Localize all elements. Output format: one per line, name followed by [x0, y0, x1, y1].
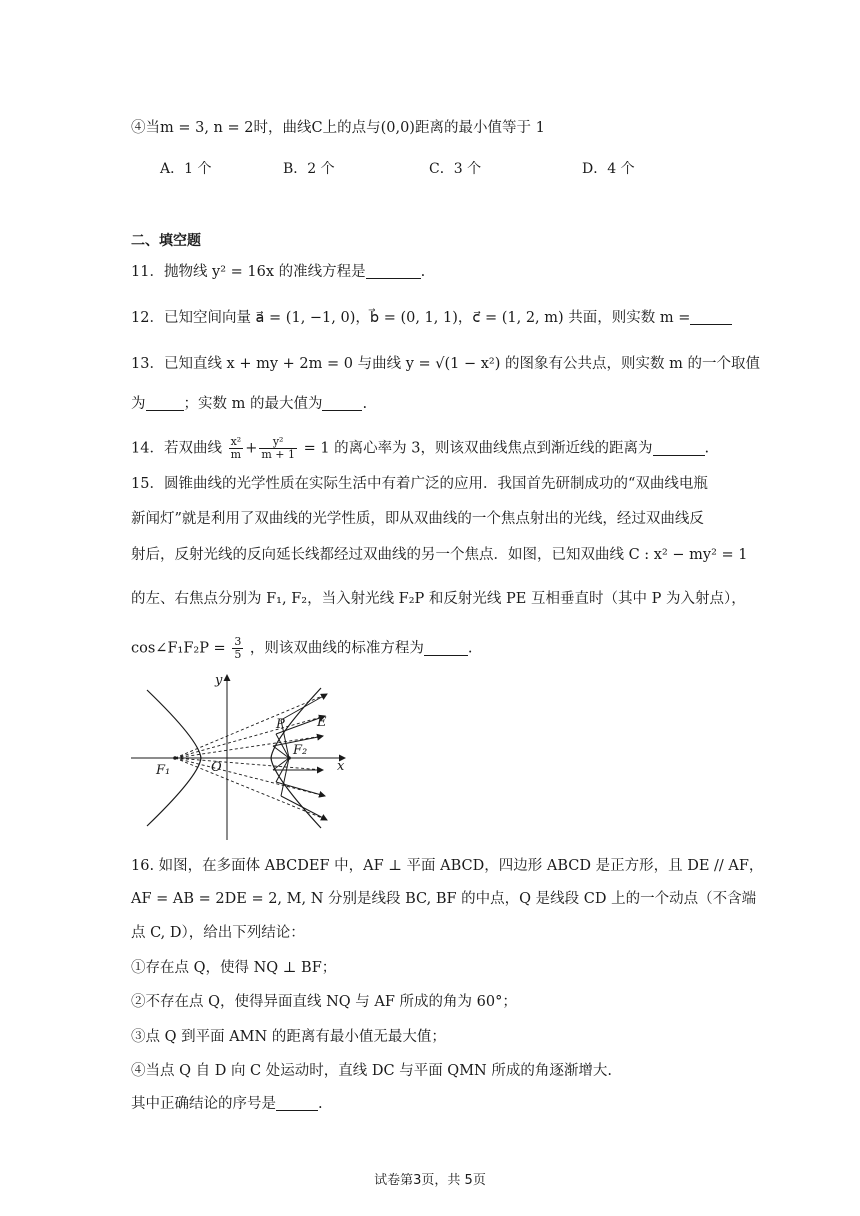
q15-end: . [467, 640, 473, 657]
hyperbola-figure [131, 670, 356, 842]
question-12 [131, 308, 740, 328]
question-13-line1: 13．已知直线 x + my + 2m = 0 与曲线 y = √(1 − x²) 的图象有公共点，则实数 m 的一个取值 [131, 356, 760, 372]
label-f1: F₁ [156, 763, 171, 778]
label-x: x [337, 759, 345, 774]
choice-c: C．3 个 [429, 161, 482, 177]
focus-f1 [173, 756, 177, 760]
q13-part-c: . [362, 396, 368, 412]
answer-blank [366, 264, 421, 279]
q15-cos: cos∠F₁F₂P = [131, 640, 226, 657]
question-16-line2: AF = AB = 2DE = 2, M, N 分别是线段 BC, BF 的中点，Q 是线段 CD 上的一个动点（不含端 [131, 891, 757, 907]
answer-blank [690, 310, 732, 325]
question-14 [131, 436, 740, 461]
q14-end: . [704, 440, 710, 457]
question-15-line2: 新闻灯”就是利用了双曲线的光学性质，即从双曲线的一个焦点射出的光线，经过双曲线反 [131, 511, 704, 527]
focus-f2 [287, 756, 291, 760]
label-y: y [215, 673, 223, 688]
question-16-line3: 点 C, D），给出下列结论： [131, 925, 305, 941]
fraction-y2-m1: $\frac{\text{y²}}{m + 1}$ [261, 435, 295, 461]
q16-answer-line [131, 1094, 740, 1114]
choice-d: D．4 个 [582, 161, 635, 177]
q16-statement-2: ②不存在点 Q，使得异面直线 NQ 与 AF 所成的角为 60°； [131, 994, 517, 1010]
answer-blank [653, 441, 705, 456]
question-15-line4: 的左、右焦点分别为 F₁, F₂，当入射光线 F₂P 和反射光线 PE 互相垂直时（其中 P 为入射点）， [131, 591, 746, 607]
question-16-line1: 16. 如图，在多面体 ABCDEF 中，AF ⊥ 平面 ABCD，四边形 ABCD 是正方形，且 DE // AF， [131, 858, 764, 874]
fraction-3-5: $\frac{3}{5}$ [234, 635, 242, 661]
q14-part-a: 14．若双曲线 [131, 440, 222, 457]
q13-part-a: 为 [131, 396, 146, 412]
q13-part-b: ；实数 m 的最大值为 [183, 396, 323, 412]
q16-statement-4: ④当点 Q 自 D 向 C 处运动时，直线 DC 与平面 QMN 所成的角逐渐增大. [131, 1063, 612, 1079]
label-p: P [276, 717, 285, 732]
q16-statement-1: ①存在点 Q，使得 NQ ⊥ BF； [131, 960, 337, 976]
question-11 [131, 262, 740, 282]
answer-blank [276, 1096, 318, 1111]
page-footer: 试卷第3页，共 5页 [374, 1173, 486, 1188]
answer-blank [146, 396, 184, 411]
q14-part-b: = 1 的离心率为 3，则该双曲线焦点到渐近线的距离为 [303, 440, 653, 457]
answer-blank [322, 396, 362, 411]
q16-prompt: 其中正确结论的序号是 [131, 1096, 276, 1112]
choice-b: B．2 个 [283, 161, 335, 177]
plus-sign: + [245, 440, 258, 457]
question-15-line5 [131, 636, 740, 661]
label-origin: O [211, 760, 222, 775]
choice-a: A．1 个 [160, 161, 212, 177]
question-15-line3: 射后，反射光线的反向延长线都经过双曲线的另一个焦点．如图，已知双曲线 C : x² − my² = 1 [131, 547, 748, 563]
label-f2: F₂ [293, 743, 308, 758]
section-title: 二、填空题 [131, 233, 201, 249]
question-13-line2 [131, 394, 740, 414]
question-15-line1: 15．圆锥曲线的光学性质在实际生活中有着广泛的应用．我国首先研制成功的“双曲线电瓶 [131, 476, 708, 492]
q15-part-b: ，则该双曲线的标准方程为 [249, 640, 424, 657]
q16-end: . [318, 1096, 323, 1112]
q10-item4: ④当m = 3, n = 2时，曲线C上的点与(0,0)距离的最小值等于 1 [131, 120, 545, 136]
fraction-x2-m: $\frac{\text{x²}}{m}$ [230, 435, 242, 461]
q12-text: 12．已知空间向量 a⃗ = (1, −1, 0)，b⃗ = (0, 1, 1)，c⃗ = (1, 2, m) 共面，则实数 m = [131, 310, 691, 326]
label-e: E [317, 715, 327, 730]
q16-statement-3: ③点 Q 到平面 AMN 的距离有最小值无最大值； [131, 1029, 446, 1045]
answer-blank [424, 641, 468, 656]
q11-text: 11．抛物线 y² = 16x 的准线方程是 [131, 264, 366, 280]
q11-end: . [420, 264, 426, 280]
